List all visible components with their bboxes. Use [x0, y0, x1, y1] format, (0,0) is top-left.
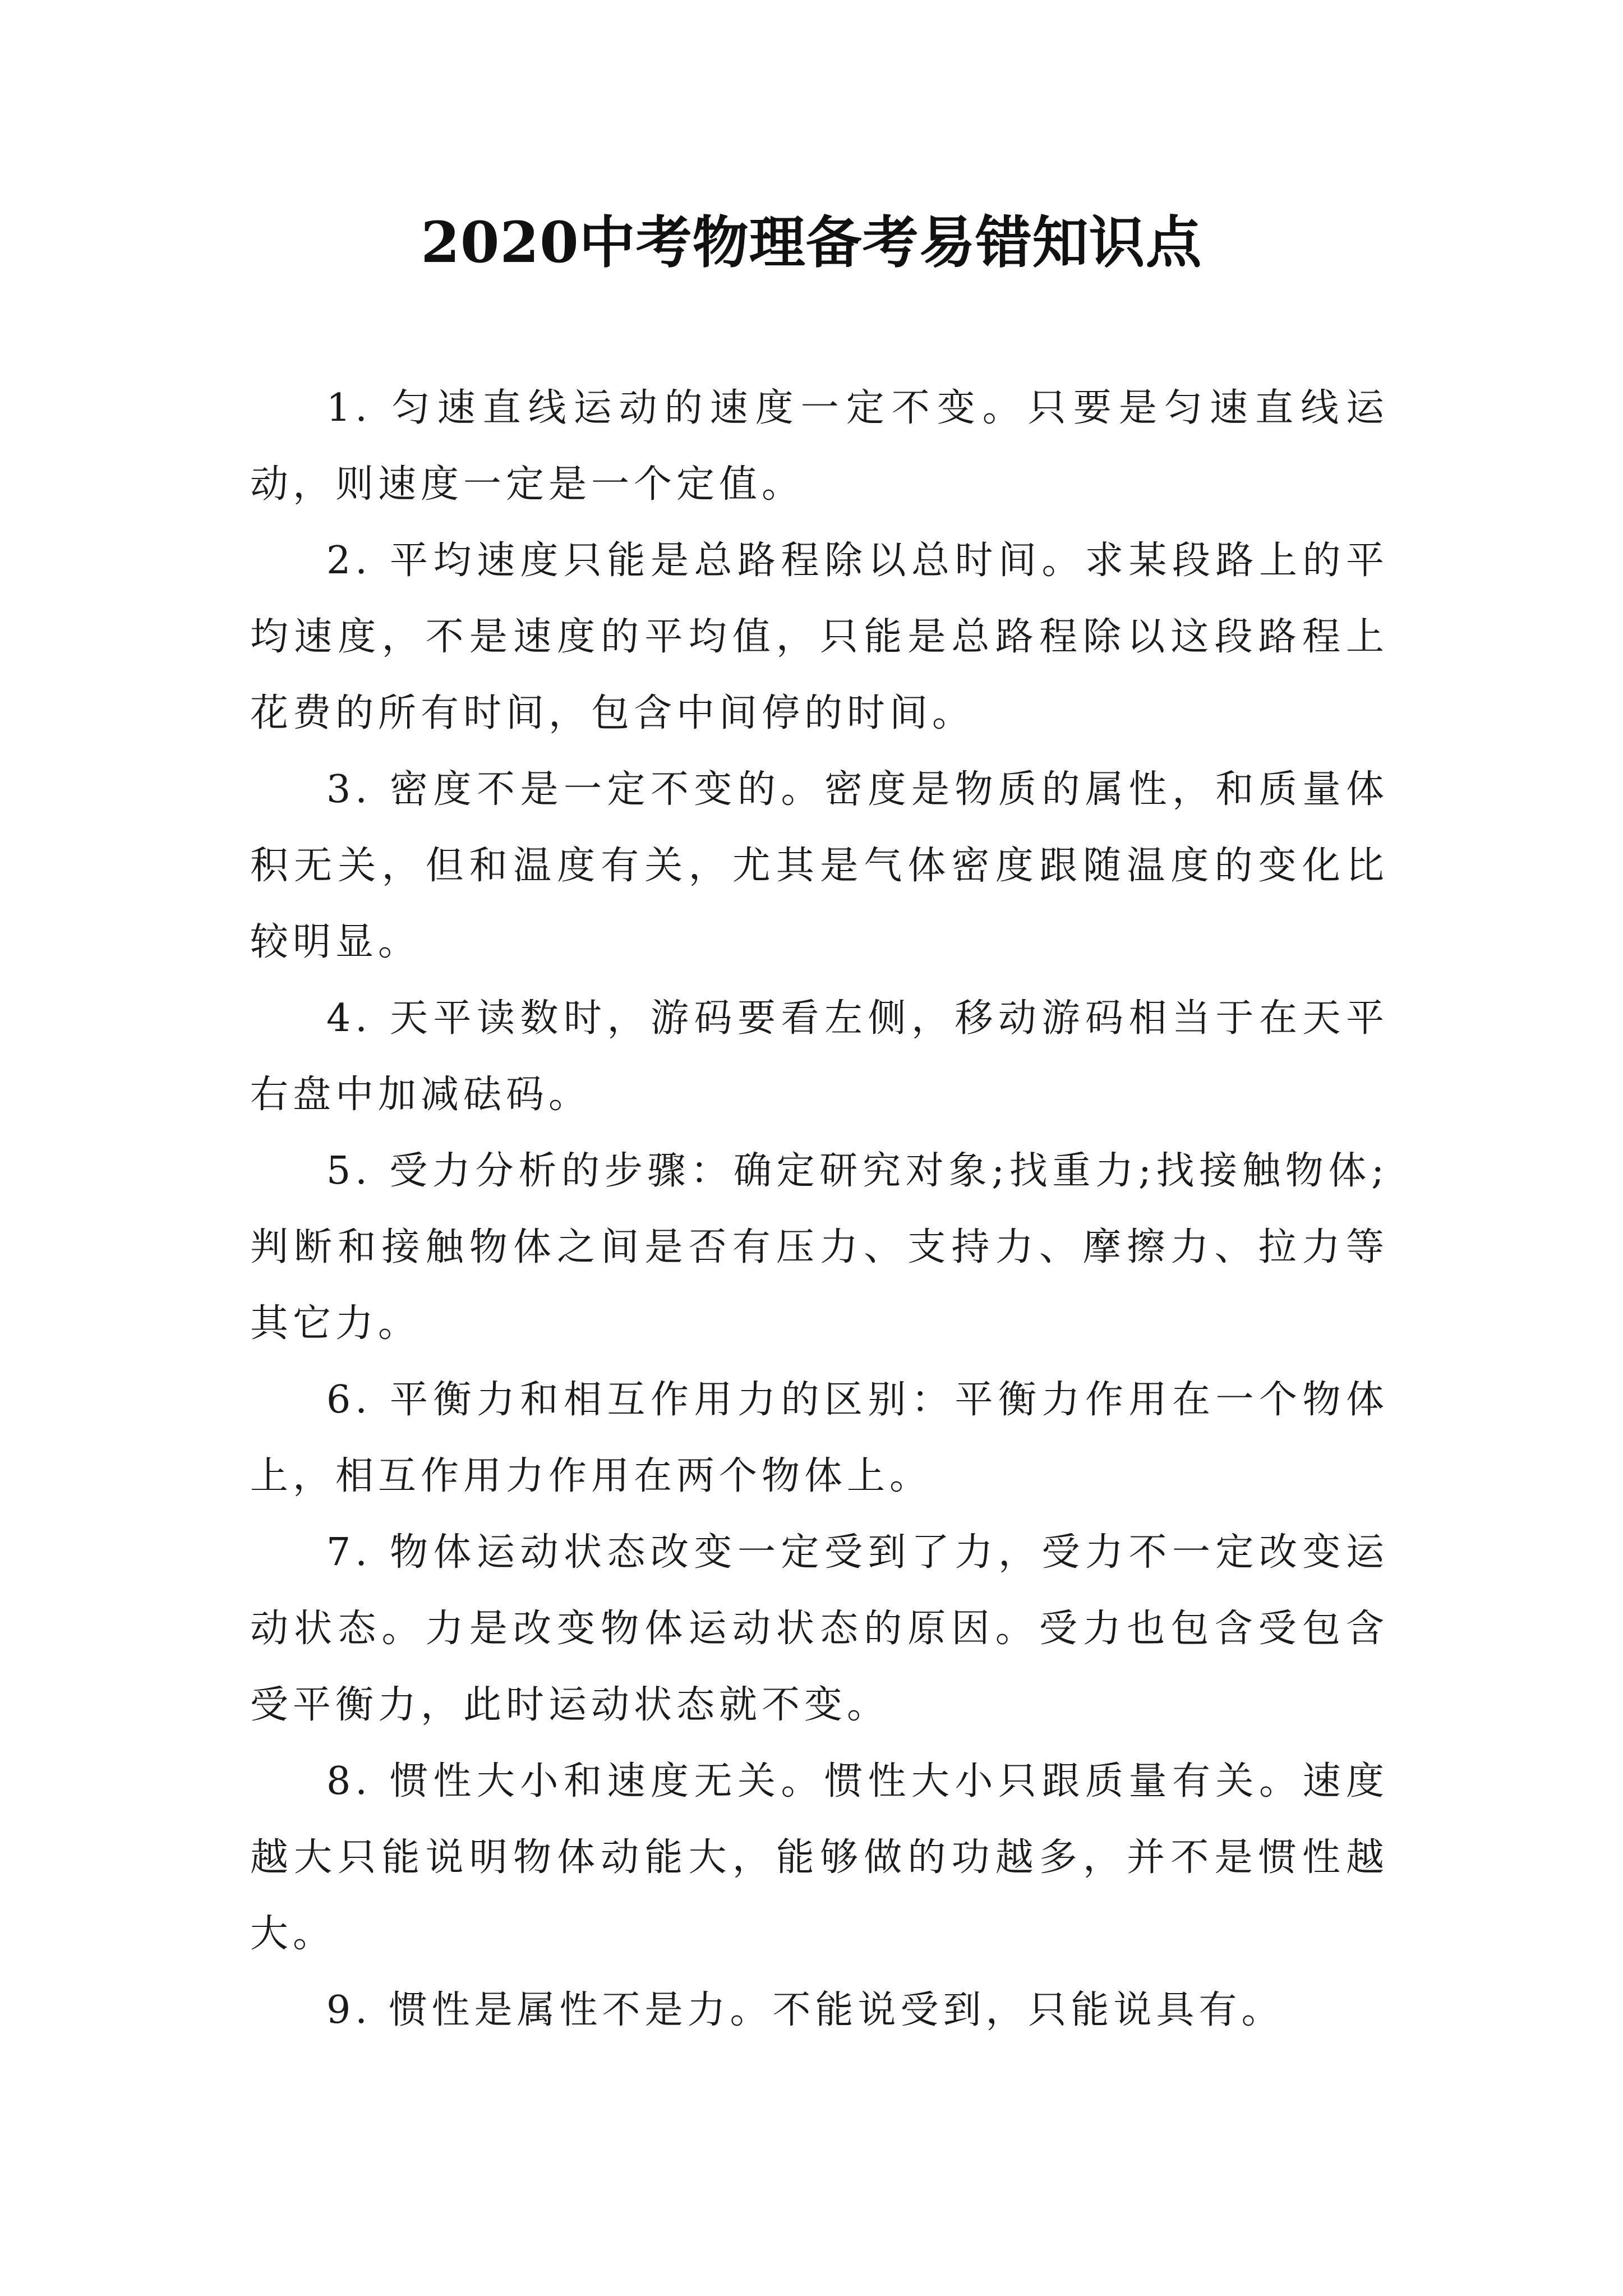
- paragraph-number: 1.: [326, 386, 372, 430]
- paragraph-text: 受力分析的步骤：确定研究对象;找重力;找接触物体;判断和接触物体之间是否有压力、支持力、摩擦力、拉力等其它力。: [250, 1149, 1389, 1346]
- paragraph-1: [250, 370, 1389, 523]
- paragraph-text: 惯性大小和速度无关。惯性大小只跟质量有关。速度越大只能说明物体动能大，能够做的功越多，并不是惯性越大。: [250, 1759, 1389, 1956]
- paragraph-6: [250, 1362, 1389, 1515]
- paragraph-text: 天平读数时，游码要看左侧，移动游码相当于在天平右盘中加减砝码。: [250, 996, 1389, 1117]
- document-body: [250, 370, 1389, 2049]
- paragraph-5: [250, 1133, 1389, 1362]
- paragraph-3: [250, 752, 1389, 981]
- paragraph-number: 3.: [326, 767, 372, 812]
- paragraph-4: [250, 981, 1389, 1133]
- paragraph-text: 匀速直线运动的速度一定不变。只要是匀速直线运动，则速度一定是一个定值。: [250, 386, 1389, 507]
- paragraph-2: [250, 523, 1389, 752]
- page-title: 2020中考物理备考易错知识点: [421, 209, 1202, 275]
- paragraph-8: [250, 1743, 1389, 1972]
- paragraph-text: 平衡力和相互作用力的区别：平衡力作用在一个物体上，相互作用力作用在两个物体上。: [250, 1378, 1389, 1498]
- paragraph-7: [250, 1515, 1389, 1743]
- paragraph-text: 密度不是一定不变的。密度是物质的属性，和质量体积无关，但和温度有关，尤其是气体密度跟随温度的变化比较明显。: [250, 767, 1389, 964]
- paragraph-text: 平均速度只能是总路程除以总时间。求某段路上的平均速度，不是速度的平均值，只能是总路程除以这段路程上花费的所有时间，包含中间停的时间。: [250, 539, 1389, 735]
- paragraph-9: [250, 1972, 1389, 2049]
- paragraph-number: 8.: [326, 1759, 372, 1803]
- paragraph-number: 4.: [326, 996, 372, 1041]
- paragraph-number: 6.: [326, 1378, 372, 1422]
- paragraph-text: 物体运动状态改变一定受到了力，受力不一定改变运动状态。力是改变物体运动状态的原因。受力也包含受包含受平衡力，此时运动状态就不变。: [250, 1530, 1389, 1727]
- paragraph-number: 9.: [326, 1988, 372, 2032]
- paragraph-number: 7.: [326, 1530, 372, 1575]
- paragraph-text: 惯性是属性不是力。不能说受到，只能说具有。: [389, 1988, 1284, 2032]
- paragraph-number: 5.: [326, 1149, 372, 1193]
- paragraph-number: 2.: [326, 539, 372, 583]
